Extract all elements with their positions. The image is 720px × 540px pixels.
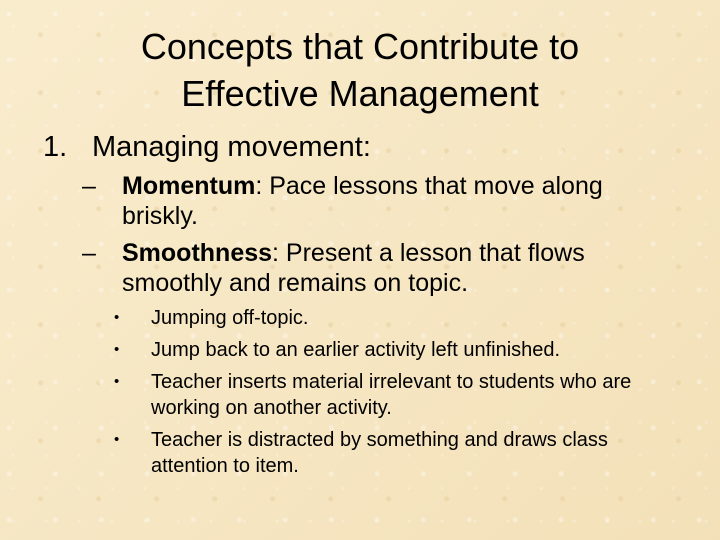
title-line-1: Concepts that Contribute to	[140, 26, 580, 67]
subpoint-smoothness	[82, 238, 682, 298]
bullet-marker: •	[114, 341, 120, 358]
subpoint-text	[122, 238, 682, 298]
section-text: Managing movement:	[92, 131, 371, 163]
subpoint-term: Smoothness	[122, 239, 273, 267]
slide-title	[0, 23, 720, 117]
bullet-item	[114, 427, 664, 479]
bullet-item	[114, 337, 664, 363]
bullet-marker: •	[114, 373, 120, 390]
dash-marker: –	[82, 239, 96, 267]
subpoint-description: : Present a lesson that flows smoothly and remains on topic.	[122, 239, 585, 297]
bullet-item	[114, 305, 664, 331]
bullet-item	[114, 369, 664, 421]
title-line-2: Effective Management	[181, 73, 539, 114]
section-heading	[43, 130, 371, 164]
subpoint-description: : Pace lessons that move along briskly.	[122, 172, 603, 230]
bullet-marker: •	[114, 309, 120, 326]
bullet-text: Teacher inserts material irrelevant to students who are working on another activity.	[151, 371, 632, 419]
section-number: 1.	[43, 131, 68, 163]
subpoint-term: Momentum	[122, 172, 256, 200]
dash-marker: –	[82, 172, 96, 200]
bullet-marker: •	[114, 431, 120, 448]
bullet-text: Teacher is distracted by something and draws class attention to item.	[151, 429, 608, 477]
bullet-text: Jump back to an earlier activity left unfinished.	[151, 339, 561, 361]
bullet-text: Jumping off-topic.	[151, 307, 309, 329]
subpoint-text	[122, 171, 682, 231]
subpoint-momentum	[82, 171, 682, 231]
